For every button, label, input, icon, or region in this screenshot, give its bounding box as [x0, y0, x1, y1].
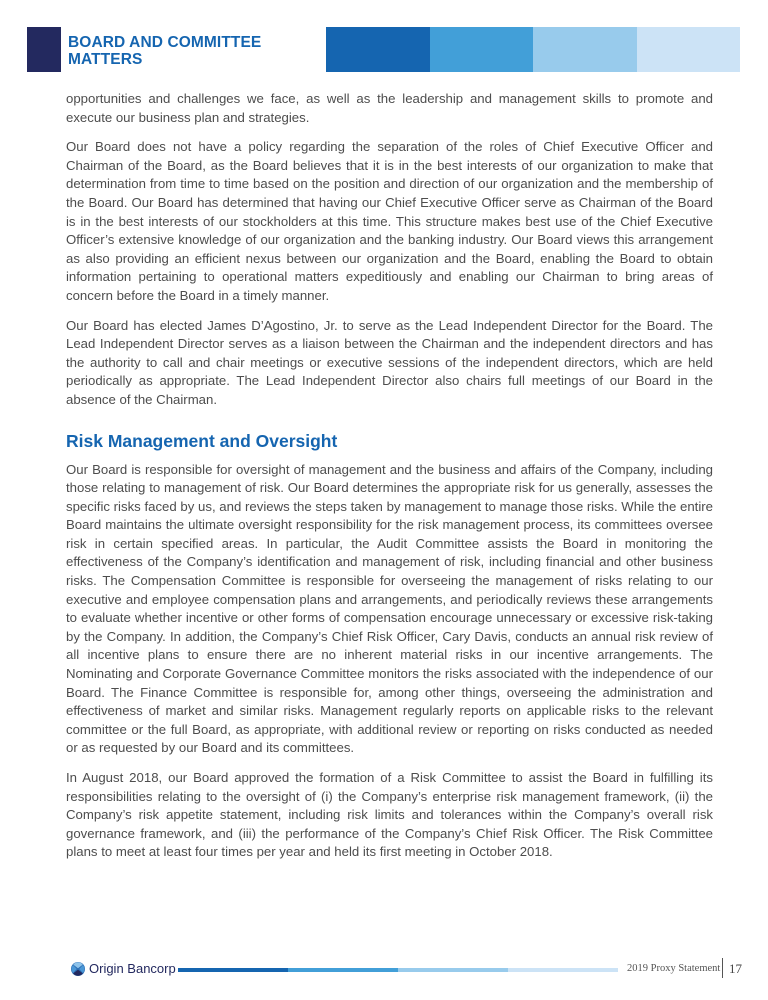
section-title	[68, 34, 261, 68]
header-bar-4	[637, 27, 741, 72]
section-title-line2: MATTERS	[68, 51, 143, 68]
footer-bar-2	[288, 968, 398, 972]
origin-bancorp-logo-icon	[71, 962, 85, 976]
footer-bar-1	[178, 968, 288, 972]
paragraph: Our Board is responsible for oversight of management and the business and affairs of the Company, including those relating to management of risk. Our Board determines the appropriate risk for us generally, assesses the specific risks faced by us, and reviews the steps taken by management to manage those risks. While the entire Board maintains the ultimate oversight responsibility for the risk management process, its committees oversee risk in certain specified areas. In particular, the Audit Committee assists the Board in monitoring the effectiveness of the Company’s identification and management of risk, including financial and other business risks. The Compensation Committee is responsible for overseeing the management of risks relating to our executive and employee compensation plans and arrangements, and periodically reviews these arrangements to evaluate whether incentive or other forms of compensation encourage unnecessary or excessive risk-taking by the Company. In addition, the Company’s Chief Risk Officer, Cary Davis, conducts an annual risk review of all incentive plans to ensure there are no inherent material risks in our incentive arrangements. The Nominating and Corporate Governance Committee monitors the risks associated with the independence of our Board. The Finance Committee is responsible for, among other things, overseeing the administration and effectiveness of market and similar risks. Management regularly reports on applicable risks to the relevant committee or the full Board, as appropriate, with additional review or reporting on risks conducted as needed or as requested by our Board and its committees.	[66, 461, 713, 756]
paragraph: Our Board has elected James D’Agostino, Jr. to serve as the Lead Independent Director for the Board. The Lead Independent Director serves as a liaison between the Chairman and the independent directors and has the authority to call and chair meetings or executive sessions of the independent directors, which are held periodically as appropriate. The Lead Independent Director also chairs full meetings of our Board in the absence of the Chairman.	[66, 317, 713, 407]
paragraph: In August 2018, our Board approved the formation of a Risk Committee to assist the Board in fulfilling its responsibilities relating to the oversight of (i) the Company’s enterprise risk management framework, (ii) the Company’s risk appetite statement, including risk limits and tolerances within the Company’s overall risk governance framework, and (iii) the performance of the Company’s Chief Risk Officer. The Risk Committee plans to meet at least four times per year and held its first meeting in October 2018.	[66, 770, 713, 860]
footer-bar-4	[508, 968, 618, 972]
document-body	[66, 90, 713, 873]
section-title-line1: BOARD AND COMMITTEE	[68, 34, 262, 51]
page-number: 17	[729, 961, 742, 976]
header-color-bars	[326, 27, 740, 72]
header-bar-3	[533, 27, 637, 72]
footer-bar-3	[398, 968, 508, 972]
header-bar-2	[430, 27, 534, 72]
page-footer	[71, 961, 751, 979]
paragraph: opportunities and challenges we face, as well as the leadership and management skills to promote and execute our business plan and strategies.	[66, 91, 713, 125]
header-bar-1	[326, 27, 430, 72]
section-heading: Risk Management and Oversight	[66, 430, 338, 451]
document-label: 2019 Proxy Statement	[627, 963, 721, 974]
footer-divider	[722, 958, 723, 978]
paragraph: Our Board does not have a policy regarding the separation of the roles of Chief Executive Officer and Chairman of the Board, as the Board believes that it is in the best interests of our organization to make that determination from time to time based on the position and direction of our organization and the membership of the Board. Our Board has determined that having our Chief Executive Officer serve as Chairman of the Board is in the best interests of our stockholders at this time. This structure makes best use of the Chief Executive Officer’s extensive knowledge of our organization and the banking industry. Our Board views this arrangement as also providing an efficient nexus between our organization and the Board, enabling the Board to obtain information pertaining to operational matters expeditiously and enabling our Chairman to bring areas of concern before the Board in a timely manner.	[66, 139, 713, 303]
footer-color-bars	[178, 968, 618, 972]
header-accent-square	[27, 27, 61, 72]
brand-name: Origin Bancorp	[89, 961, 176, 976]
